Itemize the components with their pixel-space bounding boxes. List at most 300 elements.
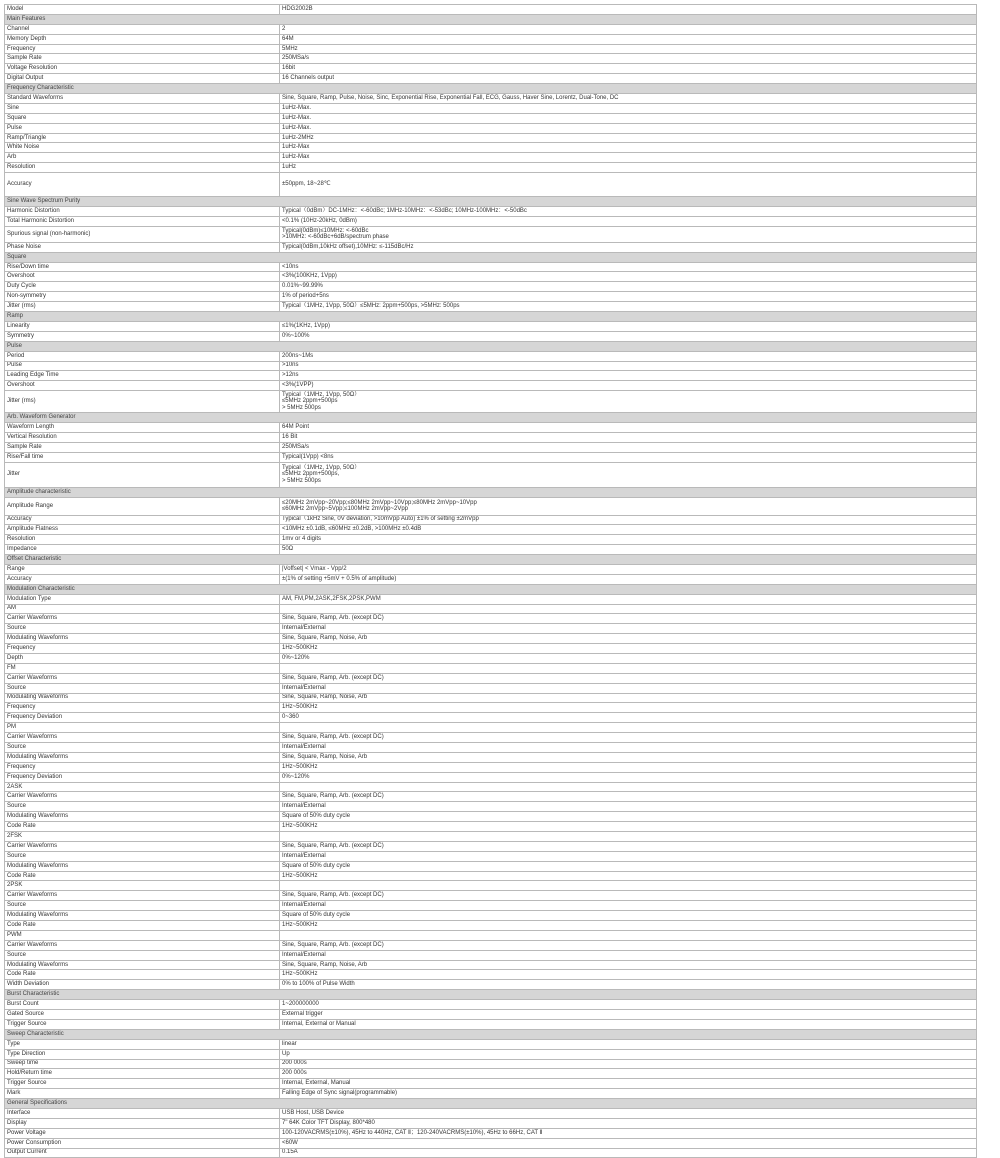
spec-value: 0.01%~99.99% [280, 282, 977, 292]
spec-value: 200 000s [280, 1069, 977, 1079]
spec-row [5, 497, 977, 515]
spec-label: Phase Noise [5, 242, 280, 252]
spec-value: 16 Bit [280, 432, 977, 442]
spec-row [5, 683, 977, 693]
spec-label: Mark [5, 1089, 280, 1099]
spec-row [5, 5, 977, 15]
spec-label: Harmonic Distortion [5, 207, 280, 217]
spec-row [5, 143, 977, 153]
spec-value: 1uHz [280, 163, 977, 173]
spec-value [280, 462, 977, 487]
spec-row [5, 1059, 977, 1069]
spec-row [5, 216, 977, 226]
spec-label: Source [5, 743, 280, 753]
spec-value: 1uHz-Max [280, 143, 977, 153]
spec-row [5, 693, 977, 703]
spec-label: White Noise [5, 143, 280, 153]
spec-label: Carrier Waveforms [5, 891, 280, 901]
spec-row [5, 574, 977, 584]
spec-row [5, 644, 977, 654]
spec-value: Sine, Square, Ramp, Arb. (except DC) [280, 891, 977, 901]
spec-row [5, 752, 977, 762]
spec-value: <10MHz ±0.1dB, ≤60MHz ±0.2dB, >100MHz ±0.4dB [280, 525, 977, 535]
spec-row [5, 462, 977, 487]
section-title: Pulse [5, 341, 977, 351]
spec-label: Range [5, 564, 280, 574]
spec-value: External trigger [280, 1010, 977, 1020]
section-title: Amplitude characteristic [5, 487, 977, 497]
spec-row [5, 262, 977, 272]
spec-value-line: Typical（1MHz, 1Vpp, 50Ω） [282, 391, 361, 398]
spec-row [5, 564, 977, 574]
spec-row [5, 292, 977, 302]
spec-label: Resolution [5, 535, 280, 545]
spec-row [5, 960, 977, 970]
spec-row [5, 282, 977, 292]
spec-row [5, 226, 977, 242]
spec-value [280, 226, 977, 242]
spec-label: Power Consumption [5, 1138, 280, 1148]
spec-row [5, 302, 977, 312]
spec-value: Internal/External [280, 851, 977, 861]
spec-row [5, 272, 977, 282]
spec-value: HDG2002B [280, 5, 977, 15]
spec-label: Modulating Waveforms [5, 752, 280, 762]
spec-row [5, 103, 977, 113]
spec-label: Channel [5, 24, 280, 34]
spec-value-line: Typical（1MHz, 1Vpp, 50Ω） [282, 464, 361, 471]
spec-label: Waveform Length [5, 423, 280, 433]
spec-row [5, 123, 977, 133]
section-header-row [5, 413, 977, 423]
spec-label: Frequency [5, 762, 280, 772]
spec-label: Memory Depth [5, 34, 280, 44]
spec-value-line: >10MHz: <-60dBc+6dB/spectrum phase [282, 234, 389, 241]
spec-value: Sine, Square, Ramp, Arb. (except DC) [280, 792, 977, 802]
spec-row [5, 792, 977, 802]
spec-row [5, 94, 977, 104]
spec-value: AM, FM,PM,2ASK,2FSK,2PSK,PWM [280, 594, 977, 604]
spec-label: Source [5, 950, 280, 960]
spec-label: Code Rate [5, 921, 280, 931]
spec-row [5, 743, 977, 753]
spec-label: Sample Rate [5, 54, 280, 64]
spec-value [280, 497, 977, 515]
spec-label: Frequency [5, 44, 280, 54]
spec-label: Modulating Waveforms [5, 960, 280, 970]
spec-label: Type Direction [5, 1049, 280, 1059]
spec-row [5, 321, 977, 331]
spec-label: Power Voltage [5, 1128, 280, 1138]
spec-label: Square [5, 113, 280, 123]
section-header-row [5, 197, 977, 207]
spec-label: Linearity [5, 321, 280, 331]
section-header-row [5, 84, 977, 94]
section-title: Sine Wave Spectrum Purity [5, 197, 977, 207]
spec-label: Vertical Resolution [5, 432, 280, 442]
spec-row [5, 44, 977, 54]
spec-label: Accuracy [5, 574, 280, 584]
spec-row [5, 614, 977, 624]
section-header-row [5, 487, 977, 497]
spec-label: Type [5, 1039, 280, 1049]
spec-value: 1uHz-Max. [280, 113, 977, 123]
spec-value: 250MSa/s [280, 54, 977, 64]
spec-label: AM [5, 604, 280, 614]
spec-value: 1Hz~500KHz [280, 703, 977, 713]
spec-label: Modulating Waveforms [5, 693, 280, 703]
spec-label: 2PSK [5, 881, 280, 891]
spec-label: Carrier Waveforms [5, 733, 280, 743]
spec-label: Symmetry [5, 331, 280, 341]
spec-row [5, 703, 977, 713]
section-header-row [5, 1099, 977, 1109]
spec-label: Leading Edge Time [5, 371, 280, 381]
spec-value-line: ≤5MHz 2ppm+500ps [282, 398, 338, 405]
spec-label: Period [5, 351, 280, 361]
spec-value: 5MHz [280, 44, 977, 54]
spec-value: ±50ppm, 18~28℃ [280, 173, 977, 197]
spec-value: Internal/External [280, 802, 977, 812]
spec-row [5, 851, 977, 861]
spec-label: Total Harmonic Distortion [5, 216, 280, 226]
spec-row [5, 1089, 977, 1099]
spec-value-line: > 5MHz 500ps [282, 404, 321, 411]
spec-label: Non-symmetry [5, 292, 280, 302]
spec-value: <10ns [280, 262, 977, 272]
spec-value [280, 604, 977, 614]
spec-label: Arb [5, 153, 280, 163]
spec-row [5, 772, 977, 782]
spec-label: Carrier Waveforms [5, 673, 280, 683]
spec-row [5, 832, 977, 842]
spec-row [5, 535, 977, 545]
spec-value: 200ns~1Ms [280, 351, 977, 361]
spec-value: |Voffset| < Vmax - Vpp/2 [280, 564, 977, 574]
spec-row [5, 64, 977, 74]
spec-row [5, 901, 977, 911]
spec-row [5, 921, 977, 931]
spec-row [5, 881, 977, 891]
spec-row [5, 34, 977, 44]
spec-label: Source [5, 851, 280, 861]
spec-row [5, 930, 977, 940]
section-title: Square [5, 252, 977, 262]
spec-value: Up [280, 1049, 977, 1059]
spec-label: Model [5, 5, 280, 15]
spec-value: 1Hz~500KHz [280, 762, 977, 772]
spec-label: Frequency Deviation [5, 772, 280, 782]
spec-label: Impedance [5, 545, 280, 555]
spec-label: Width Deviation [5, 980, 280, 990]
spec-value: Sine, Square, Ramp, Noise, Arb [280, 752, 977, 762]
spec-row [5, 723, 977, 733]
spec-value: 0%~120% [280, 772, 977, 782]
spec-label: Trigger Source [5, 1019, 280, 1029]
spec-label: Code Rate [5, 970, 280, 980]
section-title: Modulation Characteristic [5, 584, 977, 594]
spec-value: 16 Channels output [280, 74, 977, 84]
spec-label: Standard Waveforms [5, 94, 280, 104]
spec-value-line: ≤5MHz 2ppm+500ps, [282, 471, 340, 478]
section-title: Offset Characteristic [5, 555, 977, 565]
spec-value: 16bit [280, 64, 977, 74]
spec-label: Amplitude Range [5, 497, 280, 515]
spec-value-line: Typical(0dBm)≤10MHz: <-60dBc [282, 227, 369, 234]
spec-label: Sweep time [5, 1059, 280, 1069]
spec-value: Internal/External [280, 683, 977, 693]
spec-row [5, 163, 977, 173]
spec-value: 50Ω [280, 545, 977, 555]
spec-label: Carrier Waveforms [5, 614, 280, 624]
spec-value: Sine, Square, Ramp, Noise, Arb [280, 693, 977, 703]
spec-label: Display [5, 1118, 280, 1128]
spec-label: Interface [5, 1108, 280, 1118]
spec-value: Sine, Square, Ramp, Arb. (except DC) [280, 841, 977, 851]
spec-label: 2ASK [5, 782, 280, 792]
spec-value: Typical（1kHz Sine, 0V deviation, >10mVpp Auto) ±1% of setting ±2mVpp [280, 515, 977, 525]
spec-value: Sine, Square, Ramp, Arb. (except DC) [280, 940, 977, 950]
spec-value: Typical(1Vpp) <8ns [280, 452, 977, 462]
spec-value: 7" 64K Color TFT Display, 800*480 [280, 1118, 977, 1128]
spec-label: Modulating Waveforms [5, 634, 280, 644]
spec-label: Modulation Type [5, 594, 280, 604]
spec-row [5, 423, 977, 433]
spec-value: linear [280, 1039, 977, 1049]
spec-table-body [5, 5, 977, 1158]
spec-row [5, 242, 977, 252]
spec-value: Internal/External [280, 901, 977, 911]
spec-label: Spurious signal (non-harmonic) [5, 226, 280, 242]
spec-label: Source [5, 624, 280, 634]
spec-value: Sine, Square, Ramp, Noise, Arb [280, 634, 977, 644]
spec-value: >10ns [280, 361, 977, 371]
spec-table [4, 4, 977, 1158]
spec-row [5, 1039, 977, 1049]
spec-value: Typical（1MHz, 1Vpp, 50Ω）≤5MHz: 2ppm+500ps, >5MHz: 500ps [280, 302, 977, 312]
spec-label: Amplitude Flatness [5, 525, 280, 535]
spec-label: Hold/Return time [5, 1069, 280, 1079]
spec-value: ±(1% of setting +5mV + 0.5% of amplitude) [280, 574, 977, 584]
spec-label: Ramp/Triangle [5, 133, 280, 143]
spec-row [5, 594, 977, 604]
spec-value: 1% of period+5ns [280, 292, 977, 302]
spec-value: Square of 50% duty cycle [280, 861, 977, 871]
spec-label: Carrier Waveforms [5, 940, 280, 950]
section-title: Ramp [5, 312, 977, 322]
spec-label: Output Current [5, 1148, 280, 1158]
spec-row [5, 604, 977, 614]
spec-value: 0% to 100% of Pulse Width [280, 980, 977, 990]
spec-row [5, 361, 977, 371]
spec-row [5, 432, 977, 442]
spec-row [5, 1019, 977, 1029]
spec-row [5, 1000, 977, 1010]
spec-row [5, 871, 977, 881]
spec-value: <3%(100KHz, 1Vpp) [280, 272, 977, 282]
spec-label: Pulse [5, 361, 280, 371]
section-title: Sweep Characteristic [5, 1029, 977, 1039]
spec-value: Internal, External, Manual [280, 1079, 977, 1089]
spec-row [5, 970, 977, 980]
spec-row [5, 673, 977, 683]
spec-row [5, 1069, 977, 1079]
spec-value: Internal/External [280, 624, 977, 634]
spec-label: Sine [5, 103, 280, 113]
spec-row [5, 54, 977, 64]
spec-label: Voltage Resolution [5, 64, 280, 74]
spec-value: 1uHz-Max. [280, 123, 977, 133]
spec-row [5, 980, 977, 990]
spec-row [5, 1079, 977, 1089]
spec-value: 1Hz~500KHz [280, 644, 977, 654]
spec-label: 2FSK [5, 832, 280, 842]
spec-row [5, 624, 977, 634]
spec-label: Depth [5, 653, 280, 663]
section-title: Arb. Waveform Generator [5, 413, 977, 423]
spec-label: Frequency [5, 644, 280, 654]
spec-row [5, 1049, 977, 1059]
spec-value: Internal/External [280, 950, 977, 960]
spec-value: Sine, Square, Ramp, Arb. (except DC) [280, 673, 977, 683]
spec-row [5, 812, 977, 822]
spec-row [5, 133, 977, 143]
spec-row [5, 653, 977, 663]
section-header-row [5, 252, 977, 262]
spec-value: 250MSa/s [280, 442, 977, 452]
spec-row [5, 911, 977, 921]
spec-label: Overshoot [5, 381, 280, 391]
spec-row [5, 891, 977, 901]
spec-label: Source [5, 802, 280, 812]
spec-value: 1uHz-Max [280, 153, 977, 163]
spec-label: Digital Output [5, 74, 280, 84]
spec-row [5, 663, 977, 673]
spec-row [5, 733, 977, 743]
spec-row [5, 452, 977, 462]
spec-value: 1Hz~500KHz [280, 871, 977, 881]
section-title: General Specifications [5, 1099, 977, 1109]
spec-label: Overshoot [5, 272, 280, 282]
spec-label: Burst Count [5, 1000, 280, 1010]
spec-label: Sample Rate [5, 442, 280, 452]
spec-label: Resolution [5, 163, 280, 173]
spec-value: <0.1% (10Hz-20kHz, 0dBm) [280, 216, 977, 226]
spec-row [5, 173, 977, 197]
spec-row [5, 153, 977, 163]
spec-label: Code Rate [5, 871, 280, 881]
spec-label: Gated Source [5, 1010, 280, 1020]
spec-row [5, 207, 977, 217]
spec-label: Source [5, 683, 280, 693]
section-header-row [5, 1029, 977, 1039]
spec-row [5, 1118, 977, 1128]
spec-value: 1mv or 4 digits [280, 535, 977, 545]
spec-value: Internal, External or Manual [280, 1019, 977, 1029]
section-header-row [5, 14, 977, 24]
spec-row [5, 782, 977, 792]
spec-value: 0%~100% [280, 331, 977, 341]
section-header-row [5, 584, 977, 594]
section-header-row [5, 312, 977, 322]
spec-row [5, 713, 977, 723]
spec-value: <60W [280, 1138, 977, 1148]
spec-value-line: ≤20MHz 2mVpp~20Vpp;≤80MHz 2mVpp~10Vpp;≤80MHz 2mVpp~10Vpp [282, 499, 477, 506]
spec-row [5, 442, 977, 452]
spec-value: Sine, Square, Ramp, Arb. (except DC) [280, 614, 977, 624]
spec-value [280, 782, 977, 792]
spec-value: 200 000s [280, 1059, 977, 1069]
spec-value [280, 663, 977, 673]
spec-value: Internal/External [280, 743, 977, 753]
spec-value: 1Hz~500KHz [280, 822, 977, 832]
section-header-row [5, 341, 977, 351]
spec-value: Square of 50% duty cycle [280, 911, 977, 921]
spec-row [5, 950, 977, 960]
spec-label: PWM [5, 930, 280, 940]
spec-row [5, 545, 977, 555]
spec-value-line: ≤60MHz 2mVpp~5Vpp;≤100MHz 2mVpp~2Vpp [282, 506, 408, 513]
spec-label: Accuracy [5, 173, 280, 197]
spec-label: Source [5, 901, 280, 911]
spec-row [5, 74, 977, 84]
spec-row [5, 1010, 977, 1020]
spec-value: 1~200000000 [280, 1000, 977, 1010]
spec-row [5, 381, 977, 391]
spec-value [280, 391, 977, 413]
spec-value: Square of 50% duty cycle [280, 812, 977, 822]
spec-row [5, 841, 977, 851]
spec-value: 2 [280, 24, 977, 34]
section-title: Frequency Characteristic [5, 84, 977, 94]
spec-row [5, 1108, 977, 1118]
spec-value [280, 930, 977, 940]
spec-value: <3%(1VPP) [280, 381, 977, 391]
spec-label: Trigger Source [5, 1079, 280, 1089]
spec-label: Frequency Deviation [5, 713, 280, 723]
spec-row [5, 940, 977, 950]
spec-value: 1Hz~500KHz [280, 970, 977, 980]
spec-row [5, 371, 977, 381]
spec-label: Frequency [5, 703, 280, 713]
spec-value: Sine, Square, Ramp, Noise, Arb [280, 960, 977, 970]
spec-value: 64M [280, 34, 977, 44]
spec-value: Typical（0dBm）DC-1MHz：<-60dBc; 1MHz-10MHz：<-53dBc; 10MHz-100MHz：<-50dBc [280, 207, 977, 217]
spec-label: Rise/Fall time [5, 452, 280, 462]
section-header-row [5, 555, 977, 565]
spec-row [5, 331, 977, 341]
spec-row [5, 24, 977, 34]
spec-value: 0.15A [280, 1148, 977, 1158]
spec-value: 100-120VACRMS(±10%), 45Hz to 440Hz, CAT Ⅱ；120-240VACRMS(±10%), 45Hz to 66Hz, CAT Ⅱ [280, 1128, 977, 1138]
spec-value [280, 723, 977, 733]
spec-label: Carrier Waveforms [5, 792, 280, 802]
spec-value: 64M Point [280, 423, 977, 433]
spec-label: Jitter (rms) [5, 302, 280, 312]
spec-value: 0%~120% [280, 653, 977, 663]
spec-value: 1uHz-Max. [280, 103, 977, 113]
spec-value: Sine, Square, Ramp, Pulse, Noise, Sinc, Exponential Rise, Exponential Fall, ECG, Gauss, Haver Sine, Lorentz, Dual-Tone, DC [280, 94, 977, 104]
spec-label: Duty Cycle [5, 282, 280, 292]
section-header-row [5, 990, 977, 1000]
spec-row [5, 515, 977, 525]
spec-value: 0~360 [280, 713, 977, 723]
spec-label: Code Rate [5, 822, 280, 832]
spec-label: Modulating Waveforms [5, 861, 280, 871]
spec-row [5, 802, 977, 812]
spec-row [5, 762, 977, 772]
spec-value-line: > 5MHz 500ps [282, 477, 321, 484]
